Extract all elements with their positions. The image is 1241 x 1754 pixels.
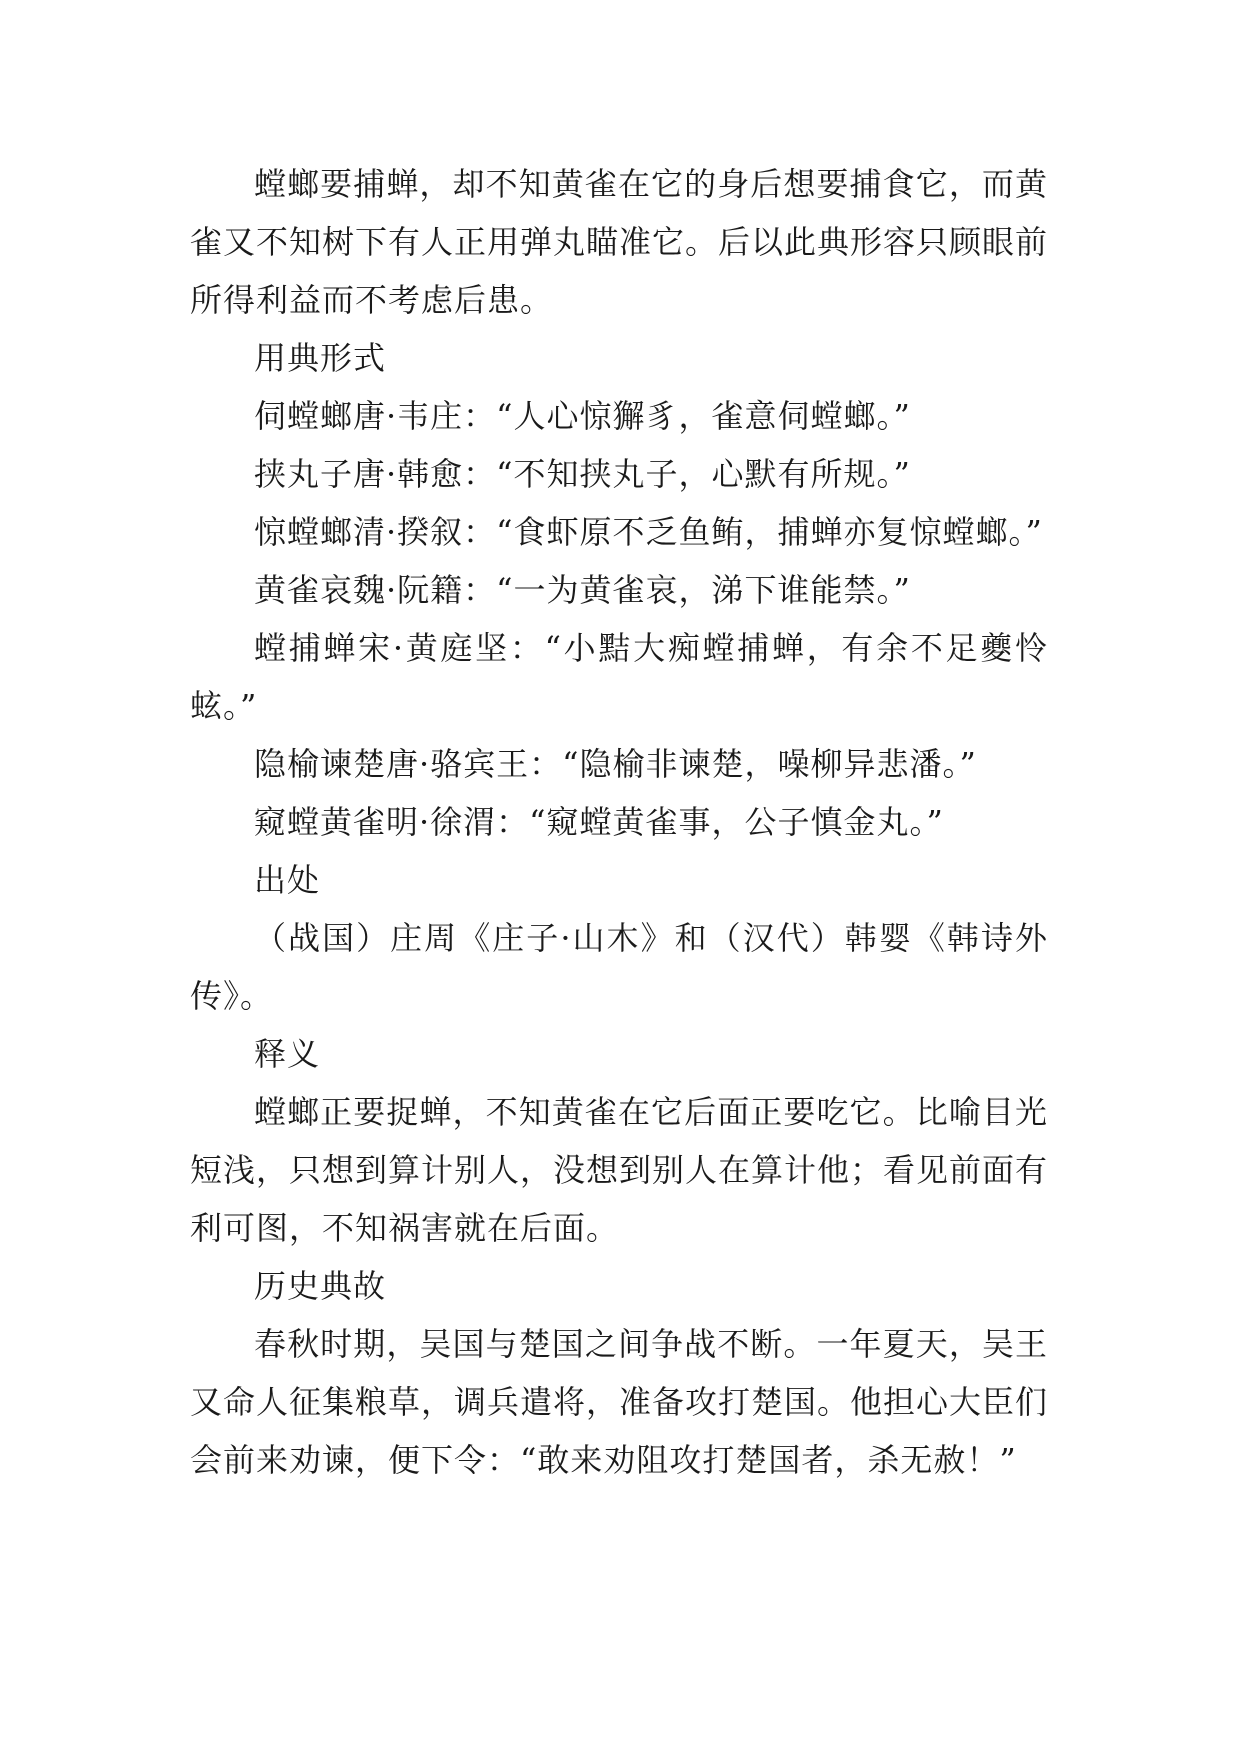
usage-item: 惊螳螂清·揆叙：“食虾原不乏鱼鲔，捕蝉亦复惊螳螂。”	[254, 513, 1043, 551]
usage-item: 隐榆谏楚唐·骆宾王：“隐榆非谏楚，噪柳异悲潘。”	[254, 745, 977, 783]
usage-item: 挟丸子唐·韩愈：“不知挟丸子，心默有所规。”	[254, 455, 911, 493]
paragraph-source: （战国）庄周《庄子·山木》和（汉代）韩婴《韩诗外传》。	[190, 919, 1048, 1015]
usage-item: 窥螳黄雀明·徐渭：“窥螳黄雀事，公子慎金丸。”	[254, 803, 944, 841]
heading-usage-forms: 用典形式	[254, 339, 387, 377]
paragraph-meaning: 螳螂正要捉蝉，不知黄雀在它后面正要吃它。比喻目光短浅，只想到算计别人，没想到别人在算计他；看见前面有利可图，不知祸害就在后面。	[190, 1093, 1049, 1247]
usage-item: 螳捕蝉宋·黄庭坚：“小黠大痴螳捕蝉，有余不足夔怜蚿。”	[190, 629, 1048, 725]
heading-meaning: 释义	[254, 1035, 321, 1073]
document-body	[190, 155, 1048, 1489]
heading-source: 出处	[254, 861, 321, 899]
usage-item: 黄雀哀魏·阮籍：“一为黄雀哀，涕下谁能禁。”	[254, 571, 911, 609]
heading-history: 历史典故	[254, 1267, 387, 1305]
usage-item: 伺螳螂唐·韦庄：“人心惊獬豸，雀意伺螳螂。”	[254, 397, 911, 435]
paragraph-history: 春秋时期，吴国与楚国之间争战不断。一年夏天，吴王又命人征集粮草，调兵遣将，准备攻打楚国。他担心大臣们会前来劝谏，便下令：“敢来劝阻攻打楚国者，杀无赦！”	[190, 1325, 1049, 1479]
paragraph-intro: 螳螂要捕蝉，却不知黄雀在它的身后想要捕食它，而黄雀又不知树下有人正用弹丸瞄准它。后以此典形容只顾眼前所得利益而不考虑后患。	[190, 165, 1049, 319]
